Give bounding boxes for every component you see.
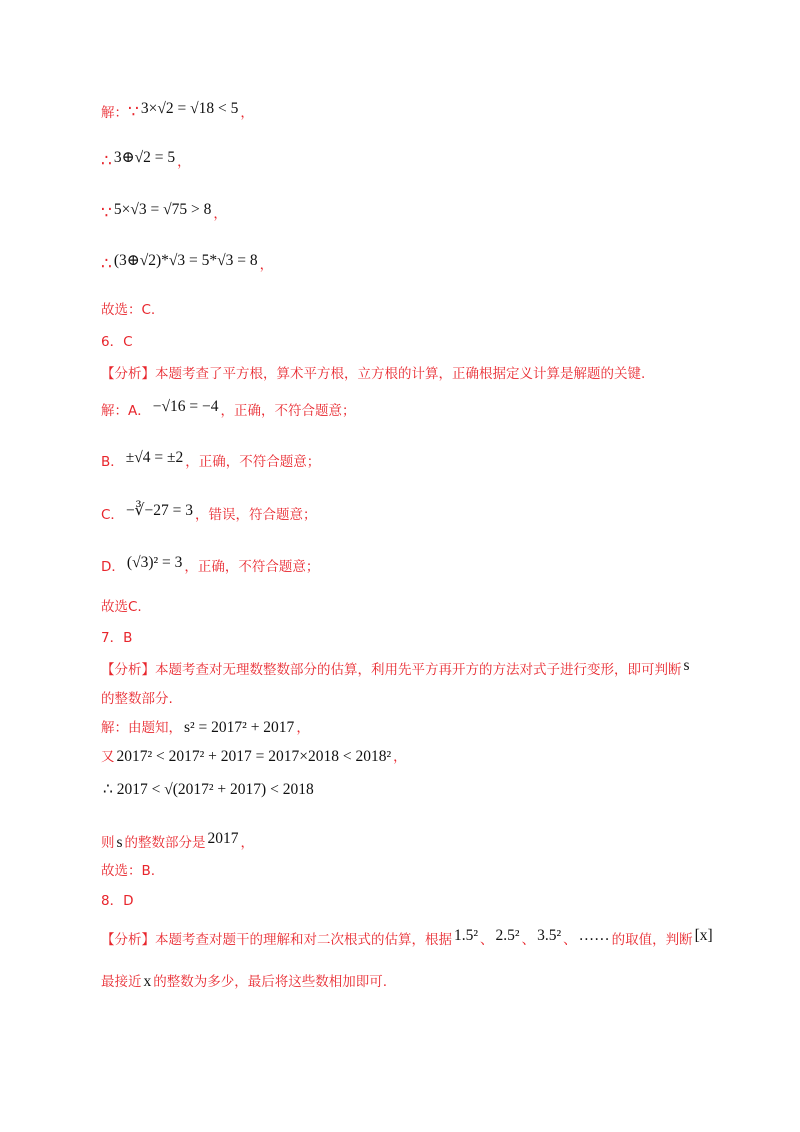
text-run: 的整数为多少，最后将这些数相加即可. xyxy=(153,974,388,990)
analysis-line xyxy=(101,927,715,950)
solution-line xyxy=(101,151,191,172)
logic-symbol: ∴ xyxy=(101,151,112,171)
text-run: 的整数部分是 xyxy=(124,835,206,851)
solution-line xyxy=(101,780,316,800)
text-run: 又 xyxy=(101,749,115,765)
text-run: ， xyxy=(177,154,191,170)
solution-line xyxy=(101,502,317,525)
text-run: 故选C. xyxy=(101,599,142,615)
text-run: ， xyxy=(240,835,255,851)
text-run: 最接近 xyxy=(101,974,142,990)
text-run: 解：A． xyxy=(101,403,151,419)
answer-line xyxy=(101,300,155,320)
text-run: 的取值，判断 xyxy=(611,932,693,948)
text-run: 解：由题知， xyxy=(101,720,182,736)
question-number xyxy=(101,628,132,648)
text-run: 【分析】本题考查了平方根，算术平方根，立方根的计算，正确根据定义计算是解题的关键. xyxy=(101,366,646,382)
math-expression: 1.5² xyxy=(454,927,479,944)
text-run: ， xyxy=(296,720,310,736)
math-expression: 2017 xyxy=(207,830,239,847)
text-run: ， xyxy=(213,206,227,222)
answer-line xyxy=(101,597,142,617)
math-expression: (√3)² = 3 xyxy=(126,554,183,571)
text-run: 的整数部分. xyxy=(101,691,173,707)
math-expression: …… xyxy=(578,927,610,944)
text-run: 解： xyxy=(101,105,128,121)
math-expression: x xyxy=(143,973,152,990)
text-run: ，错误，符合题意； xyxy=(195,507,317,523)
solution-line xyxy=(101,203,227,224)
text-run: B． xyxy=(101,454,124,470)
text-run: 、 xyxy=(521,932,536,948)
answer-line xyxy=(101,861,155,881)
math-expression: 2017² < 2017² + 2017 = 2017×2018 < 2018² xyxy=(116,748,392,765)
text-run: D． xyxy=(101,559,125,575)
text-run: 故选：B. xyxy=(101,863,156,879)
text-run: 【分析】本题考查对无理数整数部分的估算，利用先平方再开方的方法对式子进行变形，即可判断 xyxy=(101,662,682,678)
solution-line xyxy=(101,747,407,767)
text-run: ， xyxy=(240,105,254,121)
math-expression: ∴ 2017 < √(2017² + 2017) < 2018 xyxy=(103,781,314,798)
solution-line xyxy=(101,449,321,472)
text-run: 、 xyxy=(480,932,494,948)
text-run: 6．C xyxy=(101,334,133,350)
solution-line xyxy=(101,398,356,421)
solution-line xyxy=(101,102,254,123)
question-number xyxy=(101,332,133,352)
math-expression: 3⊕√2 = 5 xyxy=(113,149,176,166)
text-run: ， xyxy=(259,257,274,273)
solution-line xyxy=(101,254,273,275)
solution-line xyxy=(101,554,320,577)
math-expression: 5×√3 = √75 > 8 xyxy=(113,201,212,218)
math-expression: 3.5² xyxy=(537,927,562,944)
math-expression: s² = 2017² + 2017 xyxy=(184,719,295,736)
text-run: 、 xyxy=(563,932,577,948)
text-run: ， xyxy=(393,749,407,765)
math-expression: s xyxy=(683,657,690,674)
math-expression: s xyxy=(116,834,123,851)
text-run: 故选：C. xyxy=(101,302,156,318)
logic-symbol: ∴ xyxy=(101,254,112,274)
logic-symbol: ∵ xyxy=(101,203,112,223)
question-number xyxy=(101,891,133,911)
text-run: 则 xyxy=(101,835,115,851)
logic-symbol: ∵ xyxy=(128,102,139,122)
analysis-line xyxy=(101,689,173,709)
analysis-line xyxy=(101,972,387,992)
text-run: ，正确，不符合题意； xyxy=(184,559,320,575)
math-expression: (3⊕√2)*√3 = 5*√3 = 8 xyxy=(113,252,258,269)
math-expression: −√16 = −4 xyxy=(152,398,219,415)
analysis-line xyxy=(101,364,645,384)
text-run: ，正确，不符合题意； xyxy=(220,403,356,419)
math-expression: −∛−27 = 3 xyxy=(125,502,194,519)
text-run: 【分析】本题考查对题干的理解和对二次根式的估算，根据 xyxy=(101,932,452,948)
text-run: 7．B xyxy=(101,630,133,646)
math-expression: [x] xyxy=(694,927,713,944)
text-run: 8．D xyxy=(101,893,134,909)
math-expression: ±√4 = ±2 xyxy=(125,449,184,466)
math-expression: 2.5² xyxy=(495,927,520,944)
solution-line xyxy=(101,718,310,738)
analysis-line xyxy=(101,657,692,680)
solution-line xyxy=(101,830,255,853)
text-run: C． xyxy=(101,507,124,523)
text-run: ，正确，不符合题意； xyxy=(185,454,321,470)
math-expression: 3×√2 = √18 < 5 xyxy=(140,100,239,117)
